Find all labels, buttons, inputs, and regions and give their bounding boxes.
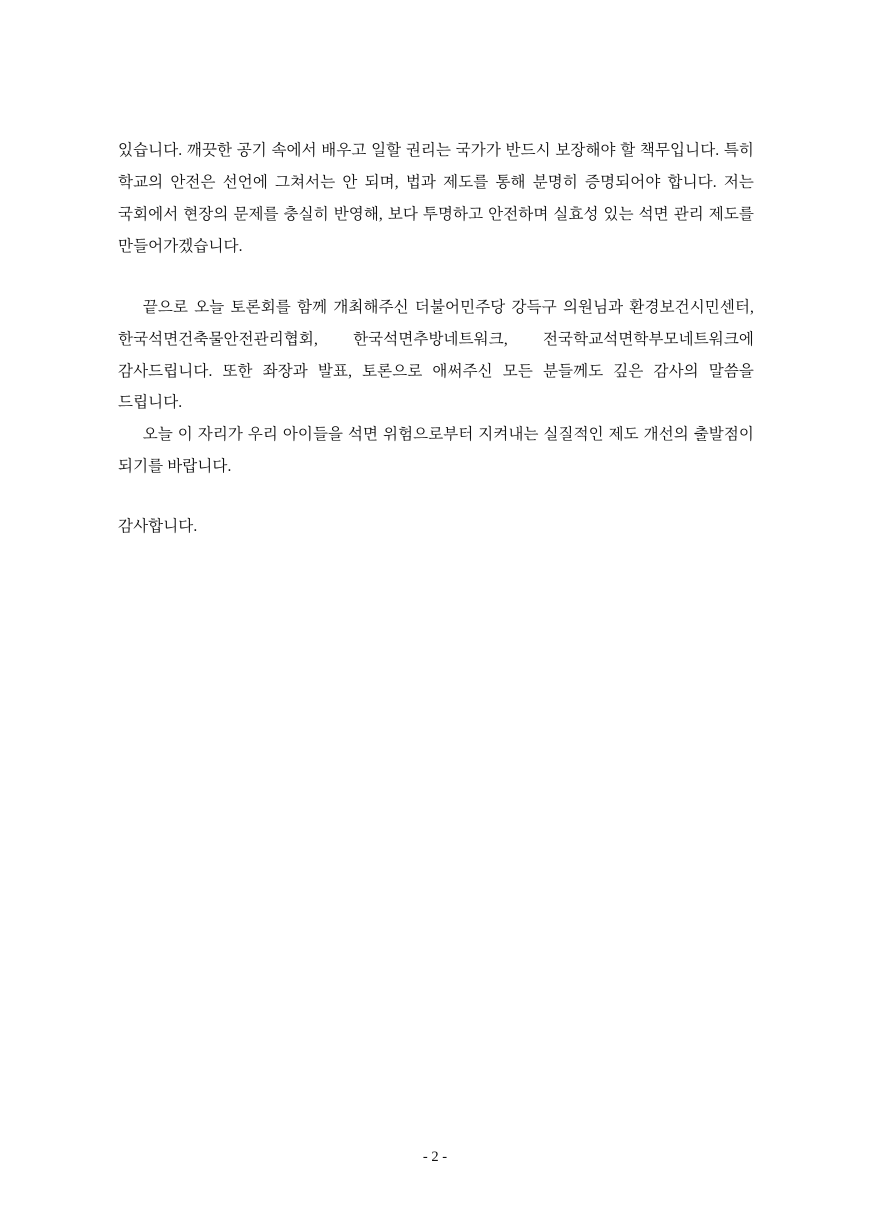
document-body — [118, 135, 754, 543]
body-paragraph-1: 있습니다. 깨끗한 공기 속에서 배우고 일할 권리는 국가가 반드시 보장해야 할 책무입니다. 특히 학교의 안전은 선언에 그쳐서는 안 되며, 법과 제도를 통해 분명히 증명되어야 합니다. 저는 국회에서 현장의 문제를 충실히 반영해, 보다 투명하고 안전하며 실효성 있는 석면 관리 제도를 만들어가겠습니다. — [118, 142, 754, 255]
page-number: - 2 - — [422, 1149, 448, 1165]
closing-paragraph: 감사합니다. — [118, 518, 198, 536]
body-paragraph-3: 오늘 이 자리가 우리 아이들을 석면 위험으로부터 지켜내는 실질적인 제도 개선의 출발점이 되기를 바랍니다. — [118, 426, 754, 476]
body-paragraph-2: 끝으로 오늘 토론회를 함께 개최해주신 더불어민주당 강득구 의원님과 환경보건시민센터, 한국석면건축물안전관리협회, 한국석면추방네트워크, 전국학교석면학부모네트워크에 감사드립니다. 또한 좌장과 발표, 토론으로 애써주신 모든 분들께도 깊은 감사의 말씀을 드립니다. — [118, 298, 754, 412]
